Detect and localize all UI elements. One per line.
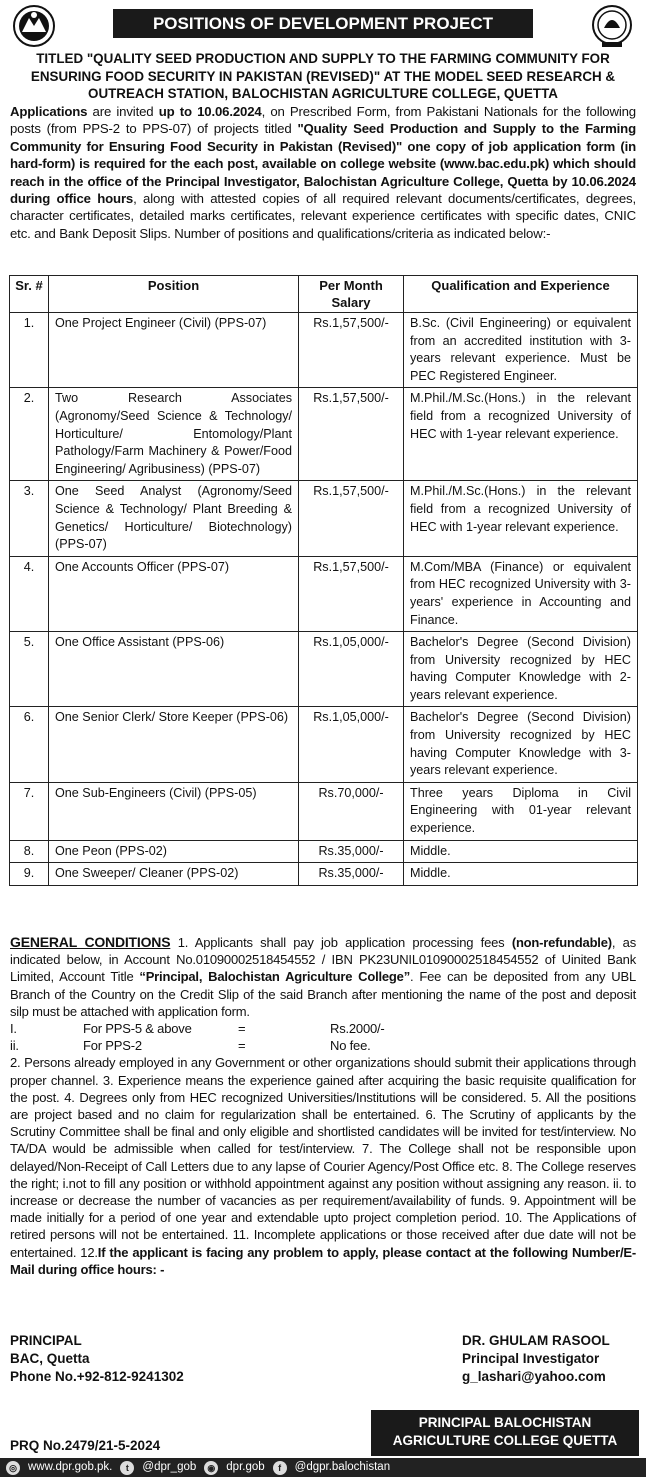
conditions-text: 2. Persons already employed in any Government or other organizations should submit their applications through proper channel. 3. Experience means the experience gained after acquiring the basic requisite qualification for the post. 4. Degrees only from HEC recognized Universities/Institutions will be considered. 5. All the positions are project based and no claim for regularization shall be entertained. 6. The Scrutiny of applicants by the Scrutiny Committee shall be final and only eligible and shortlisted candidates will be invited for test/interview. No TA/DA would be admissible when called for test/interview. 7. The College shall not be responsible upon delayed/Non-Receipt of Call Letters due to any lapse of Courier Agency/Post Office etc. 8. The College reserves the right; i.not to fill any position or withhold appointment against any position without assigning any reason. ii. to increase or decrease the number of vacancies as per requirement/availability of funds. 9. Appointment will be made initially for a period of one year and extendable upto project completion period. 10. The Applications of retired persons will not be entertained. 11. Incomplete applications or those received after due date will not be entertained. 12. [10,1055,636,1260]
row-position: One Project Engineer (Civil) (PPS-07) [49,313,299,388]
table-row [10,707,638,782]
page-title: POSITIONS OF DEVELOPMENT PROJECT [113,9,533,38]
conditions-text: 1. Applicants shall pay job application processing fees [170,935,512,950]
account-title: “Principal, Balochistan Agriculture College” [139,969,411,985]
fee-label: For PPS-5 & above [83,1021,192,1037]
row-salary: Rs.1,57,500/- [299,388,404,481]
row-sr: 9. [10,863,49,886]
row-sr: 6. [10,707,49,782]
row-salary: Rs.1,05,000/- [299,632,404,707]
fee-row [10,1037,636,1054]
column-header-sr: Sr. # [10,276,49,313]
conditions-heading: GENERAL CONDITIONS [10,934,171,950]
intro-paragraph [10,103,636,242]
project-title: TITLED "QUALITY SEED PRODUCTION AND SUPPLY TO THE FARMING COMMUNITY FOR ENSURING FOOD SECURITY IN PAKISTAN (REVISED)" AT THE MODEL SEED RESEARCH & OUTREACH STATION, BALOCHISTAN AGRICULTURE COLLEGE, QUETTA [30,51,616,102]
row-salary: Rs.1,57,500/- [299,556,404,631]
twitter-handle[interactable]: @dpr_gob [142,1461,197,1473]
row-salary: Rs.35,000/- [299,863,404,886]
row-salary: Rs.35,000/- [299,840,404,863]
conditions-fee-paragraph [10,934,636,1020]
general-conditions [10,934,636,1278]
table-row [10,388,638,481]
issuer-box [371,1410,639,1456]
row-position: One Accounts Officer (PPS-07) [49,556,299,631]
table-row [10,840,638,863]
intro-text: , along with attested copies of all required relevant documents/certificates, degrees, character certificates, detailed marks certificates, relevant experience certificates with specific dates, CNIC etc. and Bank Deposit Slips. Number of positions and qualifications/criteria as indicated below:- [10,191,636,241]
twitter-icon: t [120,1461,134,1475]
row-qualification: B.Sc. (Civil Engineering) or equivalent from an accredited institution with 3-years relevant experience. Must be PEC Registered Engineer. [404,313,638,388]
row-sr: 5. [10,632,49,707]
row-position: One Peon (PPS-02) [49,840,299,863]
table-header-row [10,276,638,313]
balochistan-government-logo-icon [10,4,58,48]
fee-equals: = [238,1021,246,1037]
row-sr: 1. [10,313,49,388]
row-salary: Rs.1,05,000/- [299,707,404,782]
fee-amount: Rs.2000/- [330,1021,385,1037]
intro-text: , on Prescribed Form, from Pakistani Nationals for the following posts (from PPS-2 to PPS-07) of projects titled [10,104,636,137]
intro-project-details: "Quality Seed Production and Supply to the Farming Community for Ensuring Food Security in Pakistan (Revised)" one copy of job application form (in hard-form) is required for the each post, available on college website (www.bac.edu.pk) which should reach in the office of the Principal Investigator, Balochistan Agriculture College, Quetta by 10.06.2024 during office hours [10,121,636,207]
signatory-name: DR. GHULAM RASOOL [462,1333,610,1348]
row-qualification: M.Com/MBA (Finance) or equivalent from HEC recognized University with 3-years' experience in Accounting and Finance. [404,556,638,631]
fee-label: For PPS-2 [83,1038,142,1054]
instagram-icon: ◉ [204,1461,218,1475]
row-sr: 3. [10,481,49,556]
signatory-title: PRINCIPAL [10,1333,82,1348]
intro-text: are invited [87,104,159,119]
signatory-title: Principal Investigator [462,1351,600,1366]
fee-number: ii. [10,1038,19,1054]
issuer-line: PRINCIPAL BALOCHISTAN [418,1415,592,1430]
row-salary: Rs.1,57,500/- [299,481,404,556]
row-sr: 4. [10,556,49,631]
dpr-footer-strip [0,1458,646,1477]
row-sr: 7. [10,782,49,840]
issuer-line: AGRICULTURE COLLEGE QUETTA [392,1433,618,1448]
table-row [10,782,638,840]
row-salary: Rs.1,57,500/- [299,313,404,388]
contact-instruction: If the applicant is facing any problem to apply, please contact at the following Number/E-Mail during office hours: - [10,1244,636,1277]
row-position: One Office Assistant (PPS-06) [49,632,299,707]
table-row [10,481,638,556]
row-position: One Sub-Engineers (Civil) (PPS-05) [49,782,299,840]
row-sr: 8. [10,840,49,863]
facebook-icon: f [273,1461,287,1475]
conditions-text: . Fee can be deposited from any UBL Branch of the Country on the Credit Slip of the said Branch after mentioning the name of the post and deposit silp must be attached with application form. [10,969,636,1019]
website-link[interactable]: www.dpr.gob.pk. [28,1461,113,1473]
row-qualification: M.Phil./M.Sc.(Hons.) in the relevant field from a recognized University of HEC with 1-year relevant experience. [404,481,638,556]
row-qualification: M.Phil./M.Sc.(Hons.) in the relevant field from a recognized University of HEC with 1-year relevant experience. [404,388,638,481]
row-salary: Rs.70,000/- [299,782,404,840]
signatory-phone: Phone No.+92-812-9241302 [10,1369,184,1384]
row-position: Two Research Associates (Agronomy/Seed Science & Technology/ Horticulture/ Entomology/Plant Pathology/Farm Machinery & Power/Food Engineering/ Agribusiness) (PPS-07) [49,388,299,481]
globe-icon: ◎ [6,1461,20,1475]
table-row [10,313,638,388]
row-sr: 2. [10,388,49,481]
row-qualification: Middle. [404,863,638,886]
row-position: One Sweeper/ Cleaner (PPS-02) [49,863,299,886]
signatory-email: g_lashari@yahoo.com [462,1369,606,1384]
column-header-qualification: Qualification and Experience [404,276,638,313]
row-qualification: Bachelor's Degree (Second Division) from University recognized by HEC having Computer Knowledge with 2-years relevant experience. [404,632,638,707]
fee-amount: No fee. [330,1038,371,1054]
fee-equals: = [238,1038,246,1054]
investigator-signature-block [462,1332,610,1386]
conditions-text: , as indicated below, in Account No.01090002518454552 / IBN PK23UNIL01090002518454552 of Uinited Bank Limited, Account Title [10,935,637,985]
principal-signature-block [10,1332,184,1386]
intro-deadline: up to 10.06.2024 [158,104,262,119]
table-row [10,863,638,886]
table-row [10,632,638,707]
prq-number: PRQ No.2479/21-5-2024 [10,1438,161,1453]
row-position: One Senior Clerk/ Store Keeper (PPS-06) [49,707,299,782]
column-header-position: Position [49,276,299,313]
facebook-handle[interactable]: @dgpr.balochistan [294,1461,391,1473]
row-qualification: Bachelor's Degree (Second Division) from University recognized by HEC having Computer Knowledge with 3-years relevant experience. [404,707,638,782]
row-qualification: Three years Diploma in Civil Engineering with 01-year relevant experience. [404,782,638,840]
positions-table [9,275,638,886]
row-qualification: Middle. [404,840,638,863]
signatory-office: BAC, Quetta [10,1351,90,1366]
table-row [10,556,638,631]
conditions-text: (non-refundable) [511,935,612,950]
fee-row [10,1020,636,1037]
conditions-rest-paragraph [10,1054,636,1278]
column-header-salary: Per Month Salary [299,276,404,313]
college-crest-logo-icon [588,4,636,48]
instagram-handle[interactable]: dpr.gob [226,1461,265,1473]
row-position: One Seed Analyst (Agronomy/Seed Science & Technology/ Plant Breeding & Genetics/ Horticulture/ Biotechnology) (PPS-07) [49,481,299,556]
fee-number: I. [10,1021,17,1037]
intro-text: Applications [10,104,88,119]
